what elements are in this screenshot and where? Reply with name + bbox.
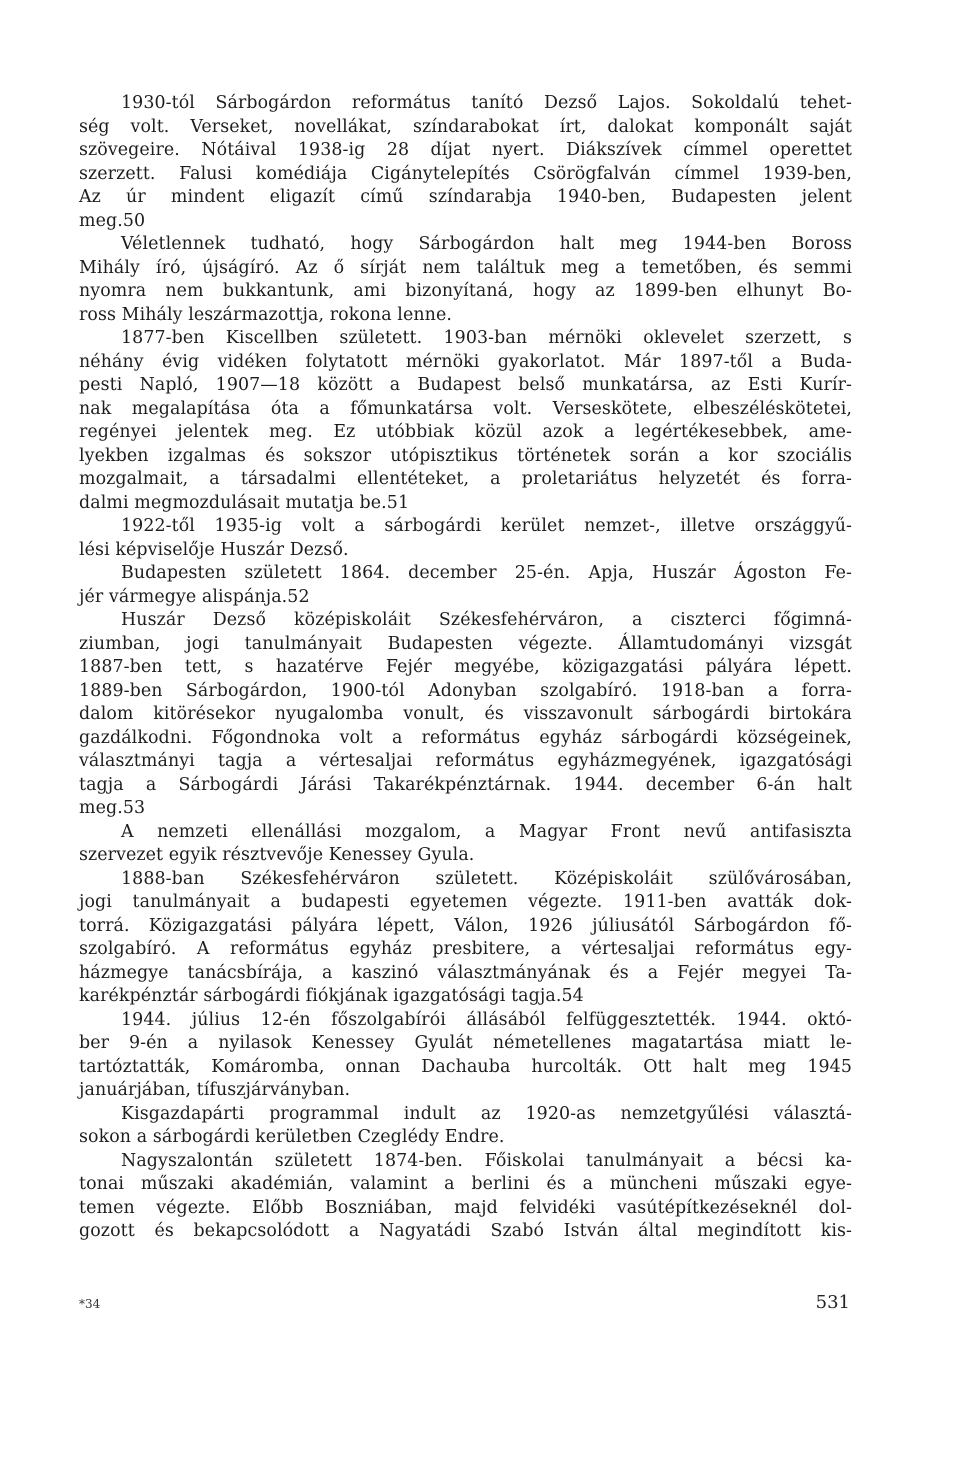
text-line: Huszár Dezső középiskoláit Székesfehérváron, a ciszterci főgimná- (121, 610, 852, 630)
page-number: 531 (815, 1292, 850, 1313)
text-line: 1888-ban Székesfehérváron született. Középiskoláit szülővárosában, (121, 868, 852, 889)
text-line: ross Mihály leszármazottja, rokona lenne. (79, 304, 452, 325)
printer-signature-mark: *34 (79, 1297, 101, 1311)
text-line: meg.50 (79, 210, 146, 231)
text-line: Budapesten született 1864. december 25-én. Apja, Huszár Ágoston Fe- (121, 563, 852, 583)
text-line: tartóztatták, Komáromba, onnan Dachauba hurcolták. Ott halt meg 1945 (79, 1056, 852, 1077)
text-line: 1877-ben Kiscellben született. 1903-ban mérnöki oklevelet szerzett, s (121, 328, 852, 348)
text-line: temen végezte. Előbb Boszniában, majd felvidéki vasútépítkezéseknél dol- (79, 1197, 852, 1218)
text-line: ber 9-én a nyilasok Kenessey Gyulát németellenes magatartása miatt le- (79, 1033, 852, 1053)
text-line: lési képviselője Huszár Dezső. (79, 539, 349, 560)
text-line: szervezet egyik résztvevője Kenessey Gyula. (79, 845, 475, 865)
body-text (79, 92, 852, 1244)
text-line: választmányi tagja a vértesaljai református egyházmegyének, igazgatósági (79, 751, 852, 771)
text-line: néhány évig vidéken folytatott mérnöki gyakorlatot. Már 1897-től a Buda- (79, 351, 852, 372)
text-line: szövegeire. Nótáival 1938-ig 28 díjat nyert. Diákszívek címmel operettet (79, 140, 852, 160)
text-line: regényei jelentek meg. Ez utóbbiak közül azok a legértékesebbek, ame- (79, 422, 852, 442)
text-line: gozott és bekapcsolódott a Nagyatádi Szabó István által megindított kis- (79, 1221, 852, 1241)
text-line: ziumban, jogi tanulmányait Budapesten végezte. Államtudományi vizsgát (79, 633, 852, 654)
text-line: sokon a sárbogárdi kerületben Czeglédy Endre. (79, 1127, 505, 1147)
text-line: Véletlennek tudható, hogy Sárbogárdon halt meg 1944-ben Boross (121, 234, 852, 254)
text-line: Kisgazdapárti programmal indult az 1920-as nemzetgyűlési választá- (121, 1103, 852, 1124)
text-line: torrá. Közigazgatási pályára lépett, Válon, 1926 júliusától Sárbogárdon fő- (79, 915, 852, 936)
text-line: mozgalmait, a társadalmi ellentéteket, a proletariátus helyzetét és forra- (79, 469, 852, 489)
text-line: tagja a Sárbogárdi Járási Takarékpénztárnak. 1944. december 6-án halt (79, 774, 852, 795)
text-line: szolgabíró. A református egyház presbitere, a vértesaljai református egy- (79, 939, 852, 959)
text-line: szerzett. Falusi komédiája Cigánytelepítés Csörögfalván címmel 1939-ben, (79, 163, 852, 184)
text-line: dalom kitörésekor nyugalomba vonult, és visszavonult sárbogárdi birtokára (79, 704, 852, 724)
text-line: tonai műszaki akadémián, valamint a berlini és a müncheni műszaki egye- (79, 1174, 852, 1194)
text-line: A nemzeti ellenállási mozgalom, a Magyar Front nevű antifasiszta (121, 821, 852, 842)
text-line: 1922-től 1935-ig volt a sárbogárdi kerület nemzet-, illetve országgyű- (121, 516, 852, 536)
text-line: nyomra nem bukkantunk, ami bizonyítaná, hogy az 1899-ben elhunyt Bo- (79, 281, 852, 301)
text-line: karékpénztár sárbogárdi fiókjának igazgatósági tagja.54 (79, 986, 584, 1006)
text-line: 1889-ben Sárbogárdon, 1900-tól Adonyban szolgabíró. 1918-ban a forra- (79, 680, 852, 701)
text-line: 1887-ben tett, s hazatérve Fejér megyébe, közigazgatási pályára lépett. (79, 657, 852, 677)
text-line: Az úr mindent eligazít című színdarabja 1940-ben, Budapesten jelent (79, 187, 852, 207)
text-line: lyekben izgalmas és sokszor utópisztikus történetek során a kor szociális (79, 445, 852, 466)
text-line: nak megalapítása óta a főmunkatársa volt. Verseskötete, elbeszéléskötetei, (79, 398, 852, 419)
text-line: jogi tanulmányait a budapesti egyetemen végezte. 1911-ben avatták dok- (79, 892, 852, 912)
text-line: 1930-tól Sárbogárdon református tanító Dezső Lajos. Sokoldalú tehet- (121, 93, 852, 113)
text-line: meg.53 (79, 798, 146, 818)
text-line: pesti Napló, 1907—18 között a Budapest belső munkatársa, az Esti Kurír- (79, 375, 852, 395)
text-line: jér vármegye alispánja.52 (79, 586, 310, 607)
text-line: ség volt. Verseket, novellákat, színdarabokat írt, dalokat komponált saját (79, 116, 852, 137)
text-line: dalmi megmozdulásait mutatja be.51 (79, 492, 410, 513)
text-line: 1944. július 12-én főszolgabírói állásából felfüggesztették. 1944. októ- (121, 1009, 852, 1030)
text-line: Mihály író, újságíró. Az ő sírját nem találtuk meg a temetőben, és semmi (79, 257, 852, 278)
text-line: gazdálkodni. Főgondnoka volt a református egyház sárbogárdi községeinek, (79, 727, 852, 748)
text-line: házmegye tanácsbírája, a kaszinó választmányának és a Fejér megyei Ta- (79, 962, 852, 983)
text-line: Nagyszalontán született 1874-ben. Főiskolai tanulmányait a bécsi ka- (121, 1150, 852, 1171)
text-line: januárjában, tífuszjárványban. (79, 1080, 351, 1100)
